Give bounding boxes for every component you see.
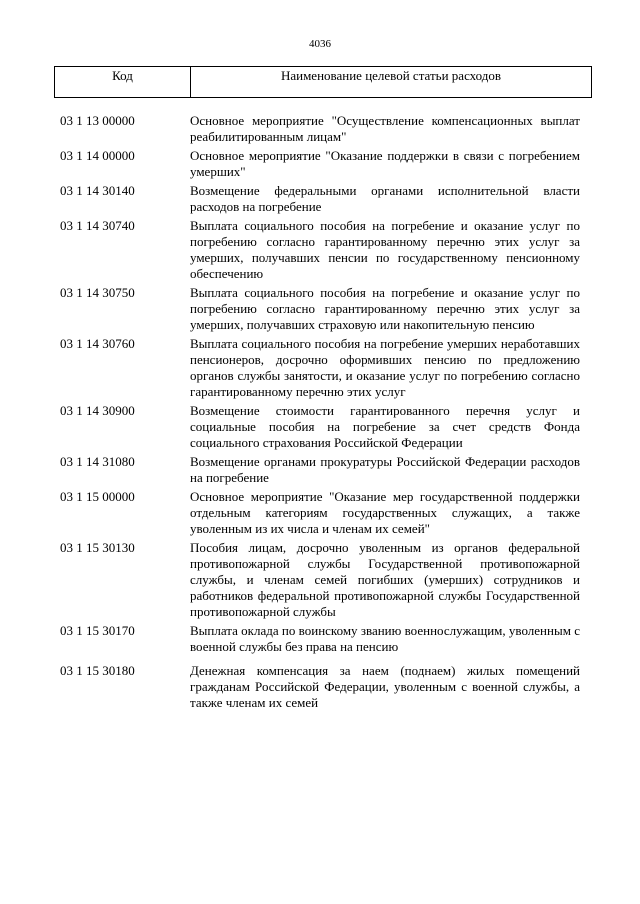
table-row bbox=[54, 489, 592, 537]
table-row bbox=[54, 218, 592, 282]
row-code: 03 1 13 00000 bbox=[60, 113, 135, 128]
table-row bbox=[54, 183, 592, 215]
row-name: Основное мероприятие "Оказание поддержки в связи с погребением умерших" bbox=[190, 148, 580, 179]
header-code: Код bbox=[55, 67, 191, 97]
header-name: Наименование целевой статьи расходов bbox=[280, 68, 502, 83]
row-name: Денежная компенсация за наем (поднаем) жилых помещений гражданам Российской Федерации, уволенным с военной службы, а также членам их семей bbox=[190, 663, 580, 710]
row-code: 03 1 15 30130 bbox=[60, 540, 135, 555]
row-code: 03 1 14 00000 bbox=[60, 148, 135, 163]
row-name: Выплата социального пособия на погребение умерших неработавших пенсионеров, досрочно оформивших пенсию по предложению органов службы занятости, и оказание услуг по погребению согласно гарантированному перечню этих услуг bbox=[190, 336, 580, 399]
row-name: Основное мероприятие "Осуществление компенсационных выплат реабилитированным лицам" bbox=[190, 113, 580, 144]
row-code: 03 1 15 00000 bbox=[60, 489, 135, 504]
row-code: 03 1 14 31080 bbox=[60, 454, 135, 469]
table-row bbox=[54, 540, 592, 620]
table-row bbox=[54, 454, 592, 486]
row-name: Пособия лицам, досрочно уволенным из органов федеральной противопожарной службы Государственной противопожарной службы, и членам семей погибших (умерших) сотрудников и работников федеральной противопожарной службы Государственной противопожарной службы bbox=[190, 540, 580, 619]
row-code: 03 1 14 30140 bbox=[60, 183, 135, 198]
table-row bbox=[54, 663, 592, 711]
row-name: Возмещение федеральными органами исполнительной власти расходов на погребение bbox=[190, 183, 580, 214]
row-name: Выплата социального пособия на погребение и оказание услуг по погребению согласно гарантированному перечню этих услуг за умерших, получавших страховую или накопительную пенсию bbox=[190, 285, 580, 332]
row-code: 03 1 15 30170 bbox=[60, 623, 135, 638]
table-header bbox=[54, 66, 592, 98]
row-code: 03 1 14 30900 bbox=[60, 403, 135, 418]
row-code: 03 1 14 30740 bbox=[60, 218, 135, 233]
table-row bbox=[54, 403, 592, 451]
table-row bbox=[54, 113, 592, 145]
row-name: Основное мероприятие "Оказание мер государственной поддержки отдельным категориям государственных служащих, а также уволенным из их числа и членам их семей" bbox=[190, 489, 580, 536]
budget-items-list bbox=[54, 113, 592, 714]
page-number: 4036 bbox=[309, 38, 331, 50]
table-row bbox=[54, 336, 592, 400]
table-row bbox=[54, 285, 592, 333]
row-code: 03 1 15 30180 bbox=[60, 663, 135, 678]
row-code: 03 1 14 30750 bbox=[60, 285, 135, 300]
table-row bbox=[54, 148, 592, 180]
row-name: Возмещение стоимости гарантированного перечня услуг и социальные пособия на погребение за счет средств Фонда социального страхования Российской Федерации bbox=[190, 403, 580, 450]
row-name: Выплата социального пособия на погребение и оказание услуг по погребению согласно гарантированному перечню этих услуг за умерших, получавших пенсии по государственному пенсионному обеспечению bbox=[190, 218, 580, 281]
row-code: 03 1 14 30760 bbox=[60, 336, 135, 351]
table-row bbox=[54, 623, 592, 655]
row-name: Выплата оклада по воинскому званию военнослужащим, уволенным с военной службы без права на пенсию bbox=[190, 623, 580, 654]
row-name: Возмещение органами прокуратуры Российской Федерации расходов на погребение bbox=[190, 454, 580, 485]
